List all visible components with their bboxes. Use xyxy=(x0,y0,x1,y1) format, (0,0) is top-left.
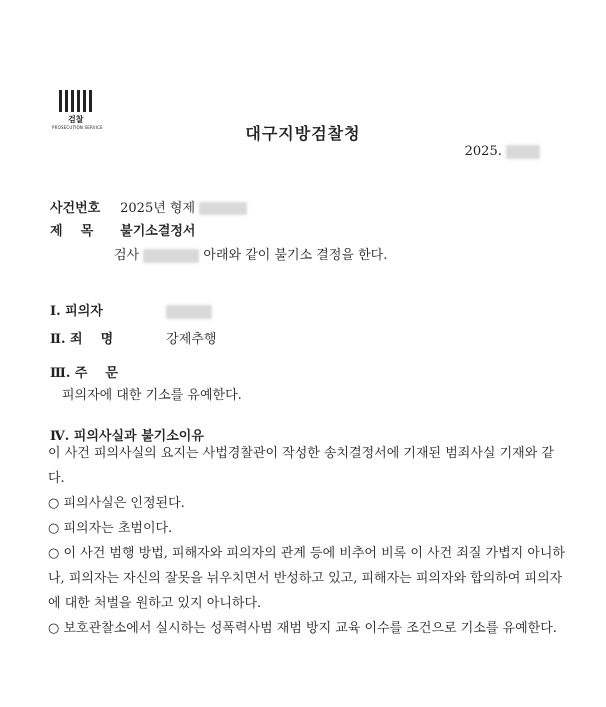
intro-prefix: 검사 xyxy=(114,248,140,263)
date-prefix: 2025. xyxy=(464,144,502,159)
section-1-heading: Ⅰ. 피의자 xyxy=(50,304,103,319)
title-label: 제 목 xyxy=(50,224,94,239)
section-4-body xyxy=(48,441,568,641)
logo-subtext: PROSECUTION SERVICE xyxy=(52,125,103,130)
logo-text: 검찰 xyxy=(68,115,84,124)
reason-lead: 이 사건 피의사실의 요지는 사법경찰관이 작성한 송치결정서에 기재된 범죄사실 기재와 같다. xyxy=(48,446,554,486)
redacted-suspect-name xyxy=(166,305,212,319)
disposition-text: 피의자에 대한 기소를 유예한다. xyxy=(62,388,242,403)
case-number-label: 사건번호 xyxy=(50,201,101,216)
intro-suffix: 아래와 같이 불기소 결정을 한다. xyxy=(203,248,388,263)
logo-bars-icon xyxy=(59,90,102,112)
reason-item-2: ○ 피의자는 초범이다. xyxy=(48,521,173,536)
redacted-date xyxy=(506,145,540,159)
section-3-heading-row xyxy=(50,362,118,381)
title-value: 불기소결정서 xyxy=(120,224,196,239)
redacted-prosecutor-name xyxy=(143,249,199,263)
section-1 xyxy=(50,300,212,319)
section-2 xyxy=(50,328,216,347)
reason-item-4: ○ 보호관찰소에서 실시하는 성폭력사범 재범 방지 교육 이수를 조건으로 기소를 유예한다. xyxy=(48,621,557,636)
case-number-row xyxy=(50,197,247,216)
document-date xyxy=(465,144,540,159)
section-3-body xyxy=(62,384,242,403)
agency-name: 대구지방검찰청 xyxy=(245,124,361,143)
reason-item-1: ○ 피의사실은 인정된다. xyxy=(48,496,185,511)
intro-line xyxy=(114,244,387,263)
section-4-heading: Ⅳ. 피의사실과 불기소이유 xyxy=(50,429,204,444)
section-3-heading: Ⅲ. 주 문 xyxy=(50,366,119,381)
charge-value: 강제추행 xyxy=(166,332,217,347)
case-number-value: 2025년 형제 xyxy=(120,201,196,216)
section-2-heading: Ⅱ. 죄 명 xyxy=(50,332,114,347)
redacted-case-number xyxy=(199,202,247,215)
title-row xyxy=(50,220,196,239)
reason-item-3: ○ 이 사건 범행 방법, 피해자와 피의자의 관계 등에 비추어 비록 이 사건 죄질 가볍지 아니하나, 피의자는 자신의 잘못을 뉘우치면서 반성하고 있고, 피해자는 피의자와 합의하여 피의자에 대한 처벌을 원하고 있지 아니하다. xyxy=(48,546,565,611)
